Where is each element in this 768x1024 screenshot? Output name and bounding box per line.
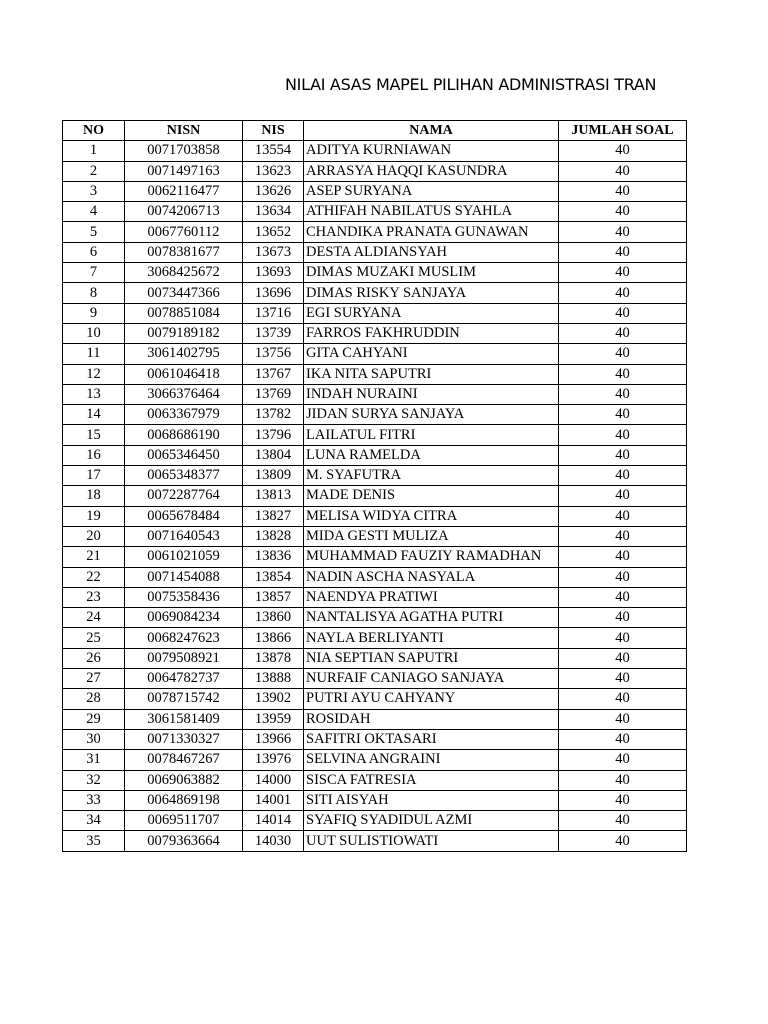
cell-nis: 13796 — [243, 425, 304, 445]
cell-nis: 13827 — [243, 506, 304, 526]
cell-nisn: 0064782737 — [125, 669, 243, 689]
cell-jumlah-soal: 40 — [559, 547, 687, 567]
cell-nis: 13857 — [243, 587, 304, 607]
cell-nis: 13626 — [243, 181, 304, 201]
table-row — [63, 344, 687, 364]
cell-nama: SITI AISYAH — [304, 790, 559, 810]
cell-nis: 13813 — [243, 486, 304, 506]
cell-nama: ATHIFAH NABILATUS SYAHLA — [304, 202, 559, 222]
cell-nama: DIMAS RISKY SANJAYA — [304, 283, 559, 303]
table-row — [63, 161, 687, 181]
cell-no: 28 — [63, 689, 125, 709]
cell-nis: 14001 — [243, 790, 304, 810]
cell-nisn: 0065348377 — [125, 466, 243, 486]
cell-nis: 13673 — [243, 242, 304, 262]
header-no: NO — [63, 121, 125, 141]
table-row — [63, 405, 687, 425]
cell-jumlah-soal: 40 — [559, 770, 687, 790]
cell-nis: 13769 — [243, 384, 304, 404]
table-row — [63, 242, 687, 262]
cell-nama: SAFITRI OKTASARI — [304, 729, 559, 749]
cell-nama: FARROS FAKHRUDDIN — [304, 323, 559, 343]
cell-nis: 14030 — [243, 831, 304, 851]
cell-no: 9 — [63, 303, 125, 323]
table-row — [63, 486, 687, 506]
cell-nisn: 0079363664 — [125, 831, 243, 851]
cell-nama: NAYLA BERLIYANTI — [304, 628, 559, 648]
table-body — [63, 141, 687, 851]
cell-nisn: 0078715742 — [125, 689, 243, 709]
cell-nisn: 0064869198 — [125, 790, 243, 810]
cell-no: 20 — [63, 526, 125, 546]
cell-no: 31 — [63, 750, 125, 770]
cell-nisn: 3066376464 — [125, 384, 243, 404]
cell-nis: 13854 — [243, 567, 304, 587]
cell-jumlah-soal: 40 — [559, 709, 687, 729]
cell-nama: NADIN ASCHA NASYALA — [304, 567, 559, 587]
cell-nisn: 0078467267 — [125, 750, 243, 770]
cell-jumlah-soal: 40 — [559, 526, 687, 546]
cell-nisn: 0069511707 — [125, 811, 243, 831]
table-row — [63, 506, 687, 526]
cell-nama: ARRASYA HAQQI KASUNDRA — [304, 161, 559, 181]
cell-nis: 13696 — [243, 283, 304, 303]
cell-jumlah-soal: 40 — [559, 364, 687, 384]
cell-nama: DIMAS MUZAKI MUSLIM — [304, 263, 559, 283]
table-row — [63, 384, 687, 404]
cell-no: 33 — [63, 790, 125, 810]
cell-nama: IKA NITA SAPUTRI — [304, 364, 559, 384]
cell-jumlah-soal: 40 — [559, 384, 687, 404]
table-row — [63, 567, 687, 587]
cell-nis: 13739 — [243, 323, 304, 343]
cell-no: 10 — [63, 323, 125, 343]
cell-nama: SELVINA ANGRAINI — [304, 750, 559, 770]
table-row — [63, 526, 687, 546]
cell-nis: 13902 — [243, 689, 304, 709]
table-row — [63, 141, 687, 161]
cell-no: 12 — [63, 364, 125, 384]
cell-jumlah-soal: 40 — [559, 790, 687, 810]
header-jumlah-soal: JUMLAH SOAL — [559, 121, 687, 141]
cell-no: 17 — [63, 466, 125, 486]
cell-nis: 13836 — [243, 547, 304, 567]
cell-jumlah-soal: 40 — [559, 222, 687, 242]
table-row — [63, 709, 687, 729]
cell-jumlah-soal: 40 — [559, 486, 687, 506]
table-row — [63, 628, 687, 648]
table-row — [63, 466, 687, 486]
cell-no: 19 — [63, 506, 125, 526]
cell-nisn: 0071454088 — [125, 567, 243, 587]
cell-nisn: 0068686190 — [125, 425, 243, 445]
cell-nis: 13804 — [243, 445, 304, 465]
cell-nis: 14014 — [243, 811, 304, 831]
cell-jumlah-soal: 40 — [559, 323, 687, 343]
cell-no: 6 — [63, 242, 125, 262]
cell-nama: MIDA GESTI MULIZA — [304, 526, 559, 546]
cell-no: 8 — [63, 283, 125, 303]
cell-nis: 13693 — [243, 263, 304, 283]
cell-nama: ADITYA KURNIAWAN — [304, 141, 559, 161]
cell-nama: UUT SULISTIOWATI — [304, 831, 559, 851]
cell-nama: ASEP SURYANA — [304, 181, 559, 201]
cell-nisn: 0065346450 — [125, 445, 243, 465]
cell-nisn: 0074206713 — [125, 202, 243, 222]
table-row — [63, 811, 687, 831]
cell-nama: EGI SURYANA — [304, 303, 559, 323]
cell-nisn: 0071640543 — [125, 526, 243, 546]
cell-no: 25 — [63, 628, 125, 648]
table-row — [63, 547, 687, 567]
table-row — [63, 303, 687, 323]
cell-nisn: 0071497163 — [125, 161, 243, 181]
table-row — [63, 202, 687, 222]
cell-nama: NIA SEPTIAN SAPUTRI — [304, 648, 559, 668]
table-row — [63, 689, 687, 709]
cell-no: 1 — [63, 141, 125, 161]
cell-nama: SYAFIQ SYADIDUL AZMI — [304, 811, 559, 831]
cell-nama: MELISA WIDYA CITRA — [304, 506, 559, 526]
cell-jumlah-soal: 40 — [559, 831, 687, 851]
cell-nis: 13767 — [243, 364, 304, 384]
cell-nisn: 0063367979 — [125, 405, 243, 425]
table-row — [63, 587, 687, 607]
cell-no: 35 — [63, 831, 125, 851]
cell-nis: 13860 — [243, 608, 304, 628]
cell-nama: NANTALISYA AGATHA PUTRI — [304, 608, 559, 628]
cell-nis: 13809 — [243, 466, 304, 486]
cell-no: 13 — [63, 384, 125, 404]
cell-nama: LUNA RAMELDA — [304, 445, 559, 465]
cell-nama: CHANDIKA PRANATA GUNAWAN — [304, 222, 559, 242]
cell-nis: 13878 — [243, 648, 304, 668]
cell-no: 7 — [63, 263, 125, 283]
table-row — [63, 181, 687, 201]
cell-nis: 13634 — [243, 202, 304, 222]
cell-nis: 13828 — [243, 526, 304, 546]
cell-nama: GITA CAHYANI — [304, 344, 559, 364]
header-nis: NIS — [243, 121, 304, 141]
cell-jumlah-soal: 40 — [559, 445, 687, 465]
cell-nisn: 3061402795 — [125, 344, 243, 364]
cell-nama: NAENDYA PRATIWI — [304, 587, 559, 607]
cell-nisn: 0079189182 — [125, 323, 243, 343]
table-row — [63, 669, 687, 689]
cell-jumlah-soal: 40 — [559, 628, 687, 648]
cell-nisn: 0061021059 — [125, 547, 243, 567]
cell-jumlah-soal: 40 — [559, 689, 687, 709]
cell-jumlah-soal: 40 — [559, 283, 687, 303]
cell-jumlah-soal: 40 — [559, 425, 687, 445]
cell-jumlah-soal: 40 — [559, 729, 687, 749]
cell-jumlah-soal: 40 — [559, 242, 687, 262]
cell-no: 3 — [63, 181, 125, 201]
cell-nis: 13966 — [243, 729, 304, 749]
cell-nisn: 0069084234 — [125, 608, 243, 628]
cell-nisn: 0065678484 — [125, 506, 243, 526]
cell-no: 27 — [63, 669, 125, 689]
cell-no: 34 — [63, 811, 125, 831]
table-row — [63, 283, 687, 303]
cell-no: 30 — [63, 729, 125, 749]
cell-nama: DESTA ALDIANSYAH — [304, 242, 559, 262]
cell-nama: LAILATUL FITRI — [304, 425, 559, 445]
table-row — [63, 222, 687, 242]
cell-nisn: 0067760112 — [125, 222, 243, 242]
cell-jumlah-soal: 40 — [559, 141, 687, 161]
cell-nama: ROSIDAH — [304, 709, 559, 729]
table-row — [63, 831, 687, 851]
cell-nisn: 0072287764 — [125, 486, 243, 506]
cell-nisn: 0061046418 — [125, 364, 243, 384]
cell-no: 22 — [63, 567, 125, 587]
cell-jumlah-soal: 40 — [559, 648, 687, 668]
cell-jumlah-soal: 40 — [559, 303, 687, 323]
table-row — [63, 608, 687, 628]
cell-nisn: 0071703858 — [125, 141, 243, 161]
table-row — [63, 770, 687, 790]
cell-nisn: 0071330327 — [125, 729, 243, 749]
cell-nis: 13756 — [243, 344, 304, 364]
cell-nis: 13866 — [243, 628, 304, 648]
cell-nisn: 3061581409 — [125, 709, 243, 729]
cell-nisn: 0079508921 — [125, 648, 243, 668]
cell-jumlah-soal: 40 — [559, 466, 687, 486]
header-nama: NAMA — [304, 121, 559, 141]
cell-no: 26 — [63, 648, 125, 668]
cell-no: 23 — [63, 587, 125, 607]
cell-no: 16 — [63, 445, 125, 465]
cell-jumlah-soal: 40 — [559, 344, 687, 364]
cell-nisn: 0078851084 — [125, 303, 243, 323]
page-title: NILAI ASAS MAPEL PILIHAN ADMINISTRASI TRAN — [285, 75, 657, 94]
cell-no: 2 — [63, 161, 125, 181]
cell-nisn: 0062116477 — [125, 181, 243, 201]
cell-nama: PUTRI AYU CAHYANY — [304, 689, 559, 709]
cell-nis: 14000 — [243, 770, 304, 790]
cell-jumlah-soal: 40 — [559, 608, 687, 628]
cell-no: 21 — [63, 547, 125, 567]
cell-jumlah-soal: 40 — [559, 669, 687, 689]
cell-jumlah-soal: 40 — [559, 567, 687, 587]
cell-nisn: 0075358436 — [125, 587, 243, 607]
cell-jumlah-soal: 40 — [559, 750, 687, 770]
table-row — [63, 425, 687, 445]
cell-nis: 13554 — [243, 141, 304, 161]
cell-nama: M. SYAFUTRA — [304, 466, 559, 486]
cell-jumlah-soal: 40 — [559, 161, 687, 181]
cell-jumlah-soal: 40 — [559, 811, 687, 831]
cell-nisn: 0068247623 — [125, 628, 243, 648]
student-table — [62, 120, 687, 852]
table-row — [63, 263, 687, 283]
cell-nama: MADE DENIS — [304, 486, 559, 506]
table-row — [63, 750, 687, 770]
cell-jumlah-soal: 40 — [559, 263, 687, 283]
cell-nis: 13888 — [243, 669, 304, 689]
cell-no: 15 — [63, 425, 125, 445]
cell-nisn: 0069063882 — [125, 770, 243, 790]
cell-no: 24 — [63, 608, 125, 628]
cell-jumlah-soal: 40 — [559, 506, 687, 526]
header-nisn: NISN — [125, 121, 243, 141]
cell-nama: JIDAN SURYA SANJAYA — [304, 405, 559, 425]
cell-jumlah-soal: 40 — [559, 405, 687, 425]
cell-nis: 13652 — [243, 222, 304, 242]
cell-nisn: 0078381677 — [125, 242, 243, 262]
cell-no: 11 — [63, 344, 125, 364]
cell-nis: 13976 — [243, 750, 304, 770]
table-row — [63, 323, 687, 343]
table-row — [63, 790, 687, 810]
cell-jumlah-soal: 40 — [559, 181, 687, 201]
cell-jumlah-soal: 40 — [559, 202, 687, 222]
cell-no: 29 — [63, 709, 125, 729]
cell-nis: 13716 — [243, 303, 304, 323]
cell-nis: 13782 — [243, 405, 304, 425]
cell-nis: 13623 — [243, 161, 304, 181]
cell-nisn: 3068425672 — [125, 263, 243, 283]
cell-nama: NURFAIF CANIAGO SANJAYA — [304, 669, 559, 689]
header-row — [63, 121, 687, 141]
table-row — [63, 648, 687, 668]
table-row — [63, 364, 687, 384]
title-container — [0, 73, 687, 97]
cell-nisn: 0073447366 — [125, 283, 243, 303]
cell-no: 14 — [63, 405, 125, 425]
cell-no: 5 — [63, 222, 125, 242]
cell-jumlah-soal: 40 — [559, 587, 687, 607]
cell-nama: SISCA FATRESIA — [304, 770, 559, 790]
cell-nis: 13959 — [243, 709, 304, 729]
cell-no: 32 — [63, 770, 125, 790]
cell-no: 18 — [63, 486, 125, 506]
cell-no: 4 — [63, 202, 125, 222]
cell-nama: INDAH NURAINI — [304, 384, 559, 404]
table-row — [63, 445, 687, 465]
table-row — [63, 729, 687, 749]
cell-nama: MUHAMMAD FAUZIY RAMADHAN — [304, 547, 559, 567]
